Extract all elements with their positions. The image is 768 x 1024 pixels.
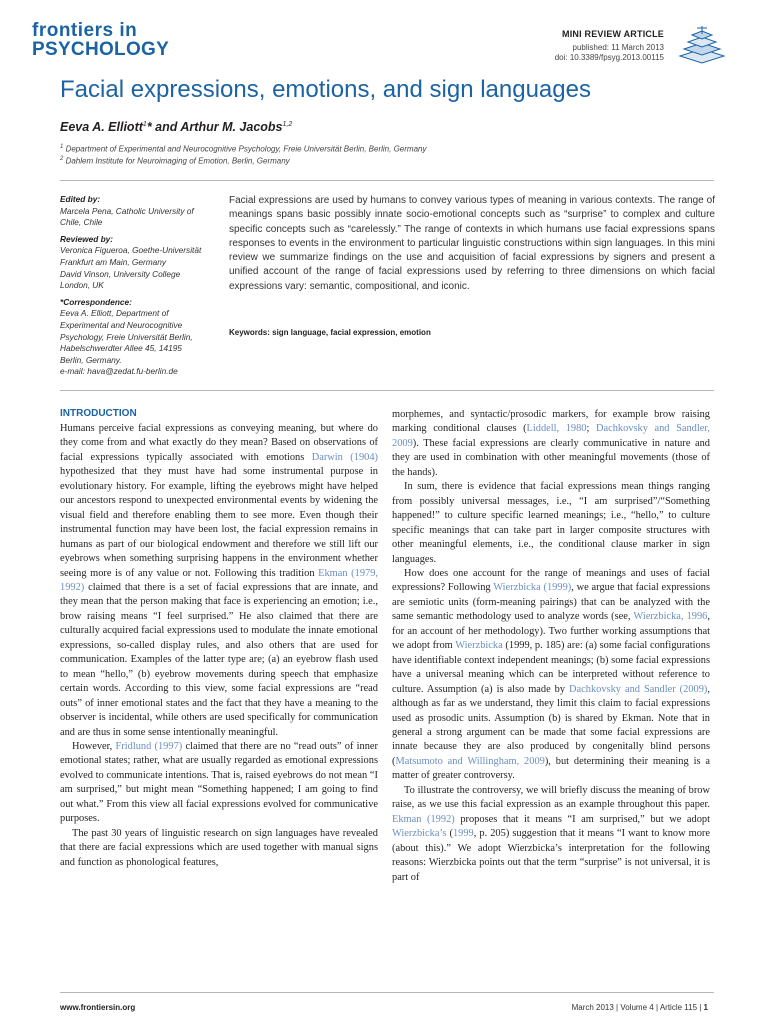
editor-line: Chile, Chile (60, 217, 103, 228)
text-run: (1999, p. 185) are: (a) some facial configurations have identifiable context independent meanings; (b) some facial expressions have a universal meaning which can be interpreted without reference to culture. Assumption (a) is also made by (392, 640, 710, 695)
divider (60, 390, 714, 391)
journal-logo-bottom: PSYCHOLOGY (32, 39, 170, 60)
correspondence-email[interactable]: e-mail: hava@zedat.fu-berlin.de (60, 366, 178, 377)
text-run: , we argue that facial expressions are semiotic units (form-meaning pairings) that can be analyzed with the same semantic methodology used to analyze words (see, (392, 582, 711, 623)
issue-info (572, 1003, 708, 1012)
paragraph (392, 567, 710, 784)
volume: Volume 4 (620, 1003, 654, 1012)
correspondence-line: Psychology, Freie Universität Berlin, (60, 331, 193, 342)
separator: | (653, 1003, 660, 1012)
citation-link[interactable]: Wierzbicka (1999) (493, 582, 572, 594)
text-run: claimed that there are no “read outs” of inner emotional states; rather, what are usually regarded as emotional expressions evolved to communicate intentions. That is, raised eyebrows do not mean “I am surprised,” but might mean “Something happened; I am going to find out what.” From this view all facial expressions evolved for communicative purposes. (60, 740, 379, 825)
article-type: MINI REVIEW ARTICLE (562, 29, 664, 39)
affiliation-number: 1 (60, 144, 64, 150)
author-2-affiliation: 1,2 (282, 120, 293, 128)
correspondence-mark: * (146, 120, 152, 134)
citation-link[interactable]: Wierzbicka (455, 640, 503, 652)
edited-by-heading: Edited by: (60, 194, 101, 204)
paragraph: In sum, there is evidence that facial expressions mean things ranging from possibly universal messages, i.e., “I am surprised”/“Something happened!” to culture specific learned meanings; i.e., “hello,” to culture specific meanings that can take part in larger composite structures with other meaningful elements, i.e., the conditional clause marker in sign languages. (392, 481, 710, 565)
citation-link[interactable]: Liddell, 1980 (526, 423, 587, 435)
citation-link[interactable]: Fridlund (1997) (115, 740, 183, 752)
affiliation-1 (60, 144, 426, 154)
journal-logo-top: frontiers in (32, 20, 138, 41)
reviewer-line: David Vinson, University College (60, 268, 181, 279)
text-run: , p. 205) suggestion that it means “I want to know more (about this).” We adopt Wierzbicka’s interpretation for the following reasons: Wierzbicka points out that the term “surprise” is not universal, it is part of (392, 828, 710, 883)
reviewed-by-heading: Reviewed by: (60, 233, 114, 244)
text-run: Humans perceive facial expressions as conveying meaning, but where do they come from and what exactly do they mean? Based on observations of facial expressions typically associated with emotions (60, 423, 378, 463)
citation-link[interactable]: Ekman (1992) (392, 813, 455, 825)
author-1-affiliation: 1 (142, 120, 147, 128)
correspondence-line: Eeva A. Elliott, Department of (60, 308, 169, 319)
citation-link[interactable]: Darwin (1904) (311, 451, 379, 463)
stacked-layers-icon (672, 22, 732, 66)
reviewer-line: Frankfurt am Main, Germany (60, 256, 167, 267)
citation-link[interactable]: Ekman (1979, 1992) (60, 567, 379, 593)
text-run: hypothesized that they must have had some instrumental purpose in evolutionary history. For example, lifting the eyebrows might have helped our ancestors respond to unexpected environmental events by widening the visual field and therefore enabling them to see more. Even though their instrumental function may have been lost, the facial expression remains in humans as part of our biological endowment and therefore we still lift our eyebrows when something surprising happens in the environment whether seeing more is of any value or not. Following this tradition (60, 466, 378, 579)
author-conjunction: and (151, 120, 181, 134)
published-date: published: 11 March 2013 (572, 43, 664, 52)
citation-link[interactable]: Wierzbicka, 1996 (633, 611, 708, 623)
author-2: Arthur M. Jacobs (180, 120, 283, 134)
correspondence-heading: *Correspondence: (60, 296, 132, 307)
reviewer-line: London, UK (60, 280, 104, 291)
text-run: morphemes, and syntactic/prosodic markers, for example brow raising marking conditional clauses ( (392, 409, 710, 435)
citation-link[interactable]: Wierzbicka’s (392, 828, 447, 840)
divider (60, 180, 714, 181)
paragraph (60, 740, 378, 827)
affiliation-2 (60, 156, 290, 166)
abstract: Facial expressions are used by humans to convey various types of meaning in various contexts. The range of meanings spans basic possibly innate socio-emotional concepts such as “surprise” to complex and culture specific concepts such as “carelessly.” The range of contexts in which humans use facial expressions spans responses to events in the environment to particular linguistic constructions within sign languages. In this mini review we summarize findings on the use and acquisition of facial expressions by signers and present a unified account of the range of facial expressions used by referring to three dimensions on which facial expressions vary: semantic, compositional, and iconic. (229, 195, 715, 292)
separator: | (613, 1003, 621, 1012)
reviewer-line: Veronica Figueroa, Goethe-Universität (60, 245, 202, 256)
correspondence-line: Berlin, Germany. (60, 354, 122, 365)
footer-divider (60, 992, 714, 993)
page-number: 1 (703, 1003, 708, 1012)
text-run: ; (586, 423, 596, 435)
text-run: ). These facial expressions are clearly communicative in nature and they are used in combination with other meaningful movements (those of the hands). (392, 437, 710, 478)
paragraph: The past 30 years of linguistic research on sign languages have revealed that there are facial expressions which are used together with manual signs and function as phonological features, (60, 827, 378, 868)
journal-url[interactable]: www.frontiersin.org (60, 1003, 136, 1012)
text-run: , although as far as we understand, they limit this claim to facial expressions used as prosodic units. Assumption (b) is shared by Ekman. Note that in general a strong argument can be made that some facial expressions are innate because they are also produced by congenitally blind persons ( (392, 683, 710, 767)
text-run: However, (72, 740, 116, 752)
affiliation-number: 2 (60, 156, 64, 162)
author-list (60, 120, 292, 134)
citation-link[interactable]: Dachkovsky and Sandler, 2009 (392, 423, 710, 449)
body-column-right (392, 408, 710, 885)
keywords: Keywords: sign language, facial expression, emotion (229, 328, 431, 337)
text-run: ), but determining their meaning is a matter of greater controversy. (392, 755, 710, 782)
paragraph (392, 408, 710, 480)
separator: | (697, 1003, 704, 1012)
paragraph (60, 422, 378, 740)
correspondence-line: Habelschwerdter Allee 45, 14195 (60, 343, 182, 354)
text-run: , for an account of her methodology). Two further working assumptions that we adopt from (392, 611, 710, 652)
text-run: How does one account for the range of meanings and uses of facial expressions? Following (392, 567, 710, 594)
citation-link[interactable]: Matsumoto and Willingham, 2009 (395, 755, 545, 767)
paragraph (392, 784, 710, 885)
affiliation-text: Dahlem Institute for Neuroimaging of Emotion, Berlin, Germany (65, 156, 290, 166)
citation-link[interactable]: Dachkovsky and Sandler (2009) (569, 683, 708, 695)
citation-link[interactable]: 1999 (452, 828, 474, 840)
doi: doi: 10.3389/fpsyg.2013.00115 (554, 53, 664, 62)
text-run: claimed that there is a set of facial expressions that are innate, and they mean that the person making that face is experiencing an emotion; i.e., brow raising means “I feel surprised.” He also claimed that there are culturally acquired facial expressions used to modulate the innate emotional expressions, so-called display rules, and also others that are used for communication. Examples of the latter type are; (a) an eyebrow flash used to mean “hello,” (b) eyebrow movements during speech that emphasize certain words. According to this view, some facial expressions are “read outs” of inner emotional states and the fact that they have a meaning to the observer is incidental, while others are used specifically for communication and are thus in some sense intentionally meaningful. (60, 581, 378, 738)
correspondence-line: Experimental and Neurocognitive (60, 319, 183, 330)
article-number: Article 115 (659, 1003, 698, 1012)
text-run: proposes that it means “I am surprised,” but we adopt (454, 813, 710, 825)
section-heading-introduction: INTRODUCTION (60, 408, 137, 419)
issue-date: March 2013 (571, 1003, 614, 1012)
editor-line: Marcela Pena, Catholic University of (60, 205, 194, 216)
text-run: ( (446, 828, 453, 840)
author-1: Eeva A. Elliott (60, 120, 143, 134)
text-run: To illustrate the controversy, we will briefly discuss the meaning of brow raise, as we use this facial expression as an example throughout this paper. (392, 784, 710, 811)
affiliation-text: Department of Experimental and Neurocognitive Psychology, Freie Universität Berlin, Berlin, Germany (65, 144, 427, 154)
editorial-sidebar (60, 194, 222, 378)
body-column-left (60, 422, 378, 870)
article-title: Facial expressions, emotions, and sign languages (60, 76, 591, 103)
